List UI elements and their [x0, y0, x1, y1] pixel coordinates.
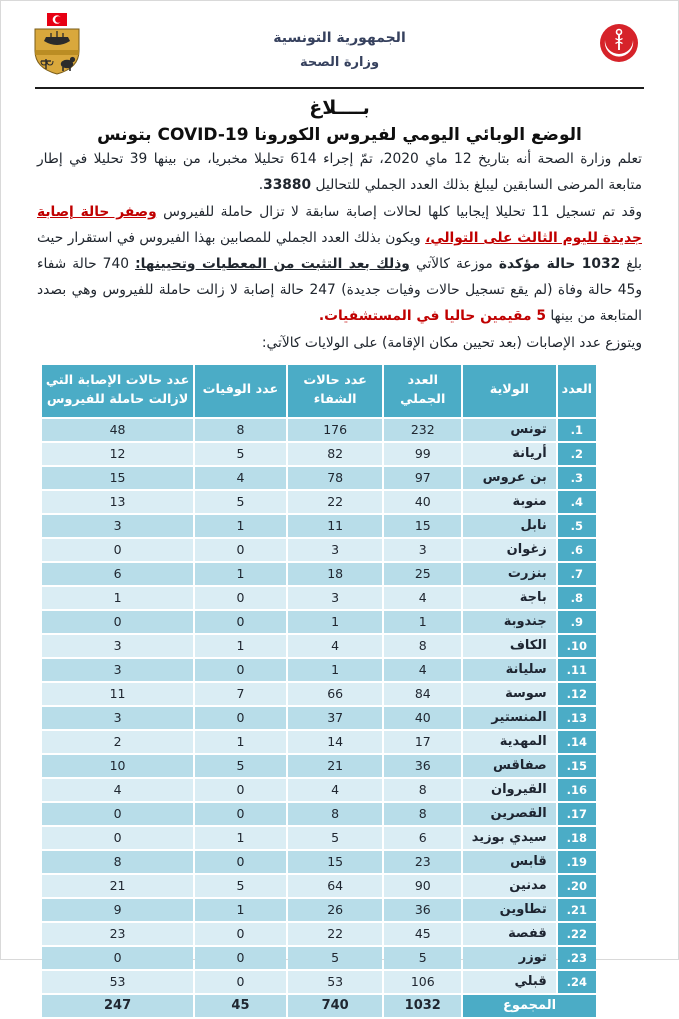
cell-active: 23 [42, 923, 193, 945]
cell-deaths: 1 [195, 899, 286, 921]
table-row [42, 971, 596, 993]
cell-deaths: 1 [195, 827, 286, 849]
table-row [42, 443, 596, 465]
col-header-total: العدد الجملي [384, 365, 461, 417]
col-header-index: العدد [558, 365, 596, 417]
cell-deaths: 0 [195, 587, 286, 609]
cell-total: 25 [384, 563, 461, 585]
total-deaths: 45 [195, 995, 286, 1017]
p2-zero-new-cases-highlight: وصفر حالة إصابة جديدة لليوم الثالث على التوالي، [37, 203, 642, 246]
cell-governorate: سليانة [463, 659, 556, 681]
cell-deaths: 5 [195, 875, 286, 897]
cell-active: 15 [42, 467, 193, 489]
cell-total: 106 [384, 971, 461, 993]
cell-active: 0 [42, 611, 193, 633]
cell-active: 0 [42, 947, 193, 969]
cell-governorate: الكاف [463, 635, 556, 657]
cell-recovered: 37 [288, 707, 383, 729]
cell-active: 0 [42, 803, 193, 825]
cell-row-index: 5. [558, 515, 596, 537]
body-text [37, 147, 642, 357]
cell-recovered: 176 [288, 419, 383, 441]
cell-governorate: منوبة [463, 491, 556, 513]
cell-recovered: 5 [288, 947, 383, 969]
cell-total: 8 [384, 635, 461, 657]
cell-recovered: 18 [288, 563, 383, 585]
cell-active: 8 [42, 851, 193, 873]
cell-total: 4 [384, 587, 461, 609]
table-body [42, 419, 596, 993]
cell-total: 97 [384, 467, 461, 489]
table-row [42, 467, 596, 489]
p2-text-a: وقد تم تسجيل 11 تحليلا إيجابيا كلها لحالات إصابة سابقة لا تزال حاملة للفيروس [156, 203, 642, 220]
table-row [42, 611, 596, 633]
cell-deaths: 0 [195, 947, 286, 969]
table-row [42, 779, 596, 801]
cell-total: 5 [384, 947, 461, 969]
cell-governorate: تونس [463, 419, 556, 441]
cell-active: 3 [42, 635, 193, 657]
doc-title: بــــلاغ [309, 97, 370, 119]
table-header [42, 365, 596, 417]
cell-recovered: 64 [288, 875, 383, 897]
cell-total: 23 [384, 851, 461, 873]
cell-row-index: 15. [558, 755, 596, 777]
cell-row-index: 19. [558, 851, 596, 873]
table-footer [42, 995, 596, 1017]
cell-row-index: 9. [558, 611, 596, 633]
cell-active: 3 [42, 659, 193, 681]
cell-row-index: 23. [558, 947, 596, 969]
cell-governorate: باجة [463, 587, 556, 609]
p2-text-g: 740 حالة شفاء و45 حالة وفاة (لم يقع تسجيل حالات وفيات جديدة) 247 حالة إصابة لا زالت حاملة للفيروس وهي بصدد المتابعة من بينها [37, 255, 642, 324]
cell-total: 36 [384, 899, 461, 921]
table-row [42, 659, 596, 681]
total-row [42, 995, 596, 1017]
cell-recovered: 1 [288, 611, 383, 633]
cell-governorate: توزر [463, 947, 556, 969]
cell-row-index: 17. [558, 803, 596, 825]
cell-governorate: نابل [463, 515, 556, 537]
cell-total: 4 [384, 659, 461, 681]
cell-row-index: 1. [558, 419, 596, 441]
cell-recovered: 22 [288, 491, 383, 513]
cell-active: 2 [42, 731, 193, 753]
cell-total: 40 [384, 491, 461, 513]
cell-governorate: قابس [463, 851, 556, 873]
header [1, 1, 678, 87]
header-divider [35, 87, 644, 89]
col-header-recovered: عدد حالات الشفاء [288, 365, 383, 417]
cell-deaths: 0 [195, 923, 286, 945]
cell-row-index: 22. [558, 923, 596, 945]
cell-deaths: 5 [195, 443, 286, 465]
cell-active: 4 [42, 779, 193, 801]
cell-active: 0 [42, 539, 193, 561]
cell-total: 45 [384, 923, 461, 945]
cell-active: 12 [42, 443, 193, 465]
cell-deaths: 0 [195, 971, 286, 993]
p2-text-c: ويكون بذلك العدد الجملي للمصابين بهذا الفيروس في استقرار حيث بلغ [37, 229, 643, 272]
cell-active: 48 [42, 419, 193, 441]
table-row [42, 851, 596, 873]
table-row [42, 827, 596, 849]
cell-recovered: 26 [288, 899, 383, 921]
cell-active: 10 [42, 755, 193, 777]
cell-deaths: 1 [195, 635, 286, 657]
cell-active: 21 [42, 875, 193, 897]
cell-deaths: 1 [195, 563, 286, 585]
cell-row-index: 24. [558, 971, 596, 993]
cell-active: 6 [42, 563, 193, 585]
cell-row-index: 20. [558, 875, 596, 897]
doc-subtitle: الوضع الوبائي اليومي لفيروس الكورونا COVID-19 بتونس [97, 125, 582, 145]
cell-recovered: 82 [288, 443, 383, 465]
cell-governorate: القيروان [463, 779, 556, 801]
cell-total: 17 [384, 731, 461, 753]
cell-active: 0 [42, 827, 193, 849]
cell-total: 90 [384, 875, 461, 897]
cell-active: 3 [42, 707, 193, 729]
total-cases: 1032 [384, 995, 461, 1017]
cell-deaths: 8 [195, 419, 286, 441]
cell-recovered: 11 [288, 515, 383, 537]
cell-recovered: 53 [288, 971, 383, 993]
cell-recovered: 1 [288, 659, 383, 681]
table-row [42, 899, 596, 921]
cell-governorate: القصرين [463, 803, 556, 825]
cell-recovered: 4 [288, 635, 383, 657]
cell-total: 36 [384, 755, 461, 777]
cell-deaths: 4 [195, 467, 286, 489]
cell-row-index: 14. [558, 731, 596, 753]
paragraph-distribution-intro: ويتوزع عدد الإصابات (بعد تحيين مكان الإقامة) على الولايات كالآتي: [261, 334, 642, 351]
cell-row-index: 21. [558, 899, 596, 921]
total-label: المجموع [463, 995, 596, 1017]
p2-text-e: موزعة كالآتي [409, 255, 499, 272]
cell-total: 15 [384, 515, 461, 537]
cell-governorate: جندوبة [463, 611, 556, 633]
cell-deaths: 7 [195, 683, 286, 705]
cell-deaths: 0 [195, 779, 286, 801]
cell-active: 3 [42, 515, 193, 537]
cell-recovered: 14 [288, 731, 383, 753]
cell-row-index: 11. [558, 659, 596, 681]
cell-deaths: 1 [195, 731, 286, 753]
p1-total-tests-value: 33880 [263, 176, 312, 193]
cell-governorate: أريانة [463, 443, 556, 465]
table-row [42, 419, 596, 441]
cell-recovered: 8 [288, 803, 383, 825]
cell-recovered: 78 [288, 467, 383, 489]
p2-verified-note: وذلك بعد التثبت من المعطيات وتحيينها: [135, 255, 410, 272]
cell-governorate: المنستير [463, 707, 556, 729]
total-active: 247 [42, 995, 193, 1017]
cell-recovered: 21 [288, 755, 383, 777]
cell-deaths: 1 [195, 515, 286, 537]
cell-row-index: 2. [558, 443, 596, 465]
cell-governorate: تطاوين [463, 899, 556, 921]
cell-row-index: 6. [558, 539, 596, 561]
cell-active: 13 [42, 491, 193, 513]
cell-governorate: سيدي بوزيد [463, 827, 556, 849]
cell-row-index: 4. [558, 491, 596, 513]
cell-governorate: صفاقس [463, 755, 556, 777]
total-recovered: 740 [288, 995, 383, 1017]
cell-recovered: 3 [288, 587, 383, 609]
p1-text-a: تعلم وزارة الصحة أنه بتاريخ 12 ماي 2020، تمّ إجراء 614 تحليلا مخبريا، من بينها 39 تحليلا في إطار متابعة المرضى السابقين ليبلغ بذلك العدد الجملي للتحاليل [37, 151, 642, 193]
cell-recovered: 15 [288, 851, 383, 873]
cell-recovered: 3 [288, 539, 383, 561]
cell-deaths: 0 [195, 707, 286, 729]
republic-title: الجمهورية التونسية [273, 30, 406, 46]
cell-active: 53 [42, 971, 193, 993]
cell-total: 1 [384, 611, 461, 633]
cell-row-index: 13. [558, 707, 596, 729]
cell-deaths: 5 [195, 491, 286, 513]
cell-total: 40 [384, 707, 461, 729]
cell-governorate: سوسة [463, 683, 556, 705]
ministry-of-health-logo-icon [598, 23, 640, 69]
col-header-active: عدد حالات الإصابة التي لازالت حاملة للفيروس [42, 365, 193, 417]
p2-hospitalized-highlight: 5 مقيمين حاليا في المستشفيات. [318, 307, 546, 324]
paragraph-cases [37, 200, 642, 330]
col-header-governorate: الولاية [463, 365, 556, 417]
table-row [42, 875, 596, 897]
cell-total: 99 [384, 443, 461, 465]
cell-governorate: قفصة [463, 923, 556, 945]
cell-governorate: بن عروس [463, 467, 556, 489]
cell-row-index: 3. [558, 467, 596, 489]
cell-total: 3 [384, 539, 461, 561]
cell-row-index: 7. [558, 563, 596, 585]
cell-row-index: 10. [558, 635, 596, 657]
cell-row-index: 8. [558, 587, 596, 609]
table-row [42, 563, 596, 585]
cell-governorate: مدنين [463, 875, 556, 897]
cell-governorate: بنزرت [463, 563, 556, 585]
cell-total: 232 [384, 419, 461, 441]
cell-recovered: 66 [288, 683, 383, 705]
cell-row-index: 12. [558, 683, 596, 705]
header-titles [1, 30, 678, 70]
cell-recovered: 4 [288, 779, 383, 801]
cell-governorate: المهدية [463, 731, 556, 753]
paragraph-tests [37, 147, 642, 199]
table-row [42, 515, 596, 537]
cell-active: 9 [42, 899, 193, 921]
table-row [42, 491, 596, 513]
ministry-title: وزارة الصحة [299, 55, 380, 70]
table-row [42, 635, 596, 657]
table-row [42, 755, 596, 777]
p1-text-c: . [258, 176, 264, 193]
col-header-deaths: عدد الوفيات [195, 365, 286, 417]
table-row [42, 947, 596, 969]
table-row [42, 923, 596, 945]
cell-total: 8 [384, 779, 461, 801]
cell-deaths: 0 [195, 539, 286, 561]
table-row [42, 731, 596, 753]
table-row [42, 683, 596, 705]
cell-governorate: زغوان [463, 539, 556, 561]
cell-governorate: قبلي [463, 971, 556, 993]
cell-active: 11 [42, 683, 193, 705]
cell-deaths: 0 [195, 611, 286, 633]
cell-deaths: 0 [195, 659, 286, 681]
cell-recovered: 22 [288, 923, 383, 945]
cell-row-index: 18. [558, 827, 596, 849]
p2-confirmed-total: 1032 حالة مؤكدة [498, 255, 621, 272]
table-row [42, 803, 596, 825]
table-row [42, 707, 596, 729]
cell-active: 1 [42, 587, 193, 609]
cell-deaths: 0 [195, 851, 286, 873]
cell-deaths: 0 [195, 803, 286, 825]
table-row [42, 587, 596, 609]
cell-row-index: 16. [558, 779, 596, 801]
governorates-table [40, 363, 598, 1019]
cell-total: 6 [384, 827, 461, 849]
cell-deaths: 5 [195, 755, 286, 777]
cell-recovered: 5 [288, 827, 383, 849]
cell-total: 8 [384, 803, 461, 825]
table-row [42, 539, 596, 561]
cell-total: 84 [384, 683, 461, 705]
